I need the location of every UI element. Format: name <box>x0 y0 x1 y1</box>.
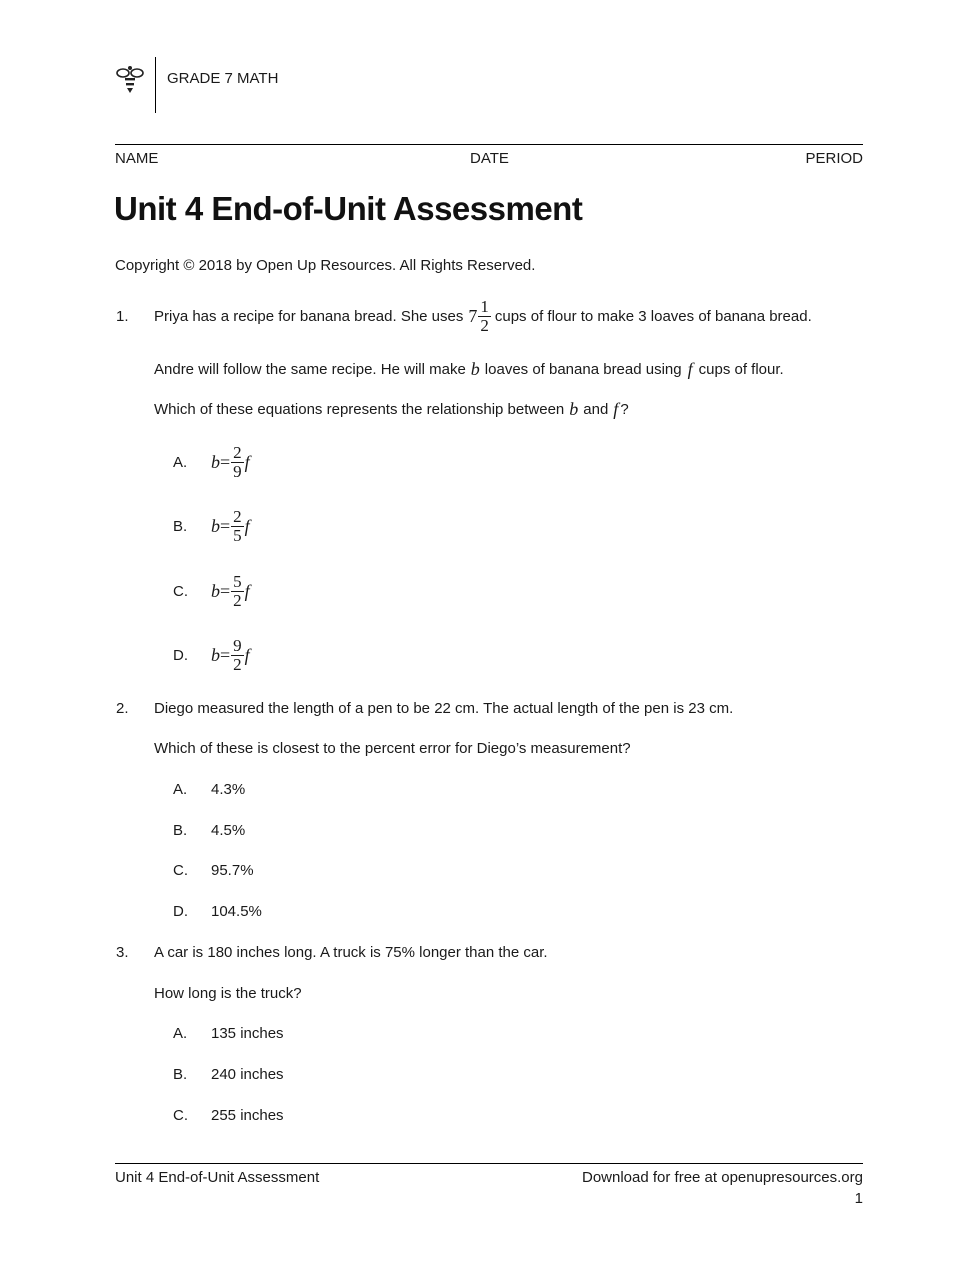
option-b-text[interactable]: 240 inches <box>211 1066 284 1083</box>
question-number: 2. <box>116 700 129 717</box>
eq-lhs: b <box>211 644 220 665</box>
variable-f: f <box>613 398 619 419</box>
fraction-numerator: 1 <box>480 296 489 316</box>
footer-title: Unit 4 End-of-Unit Assessment <box>115 1169 320 1186</box>
option-label: B. <box>173 822 188 839</box>
question-3-prompt: How long is the truck? <box>154 985 302 1002</box>
q1-line2-a: Andre will follow the same recipe. He will make <box>154 360 466 378</box>
question-number: 3. <box>116 944 129 961</box>
option-label: A. <box>173 781 188 798</box>
fraction-denominator: 2 <box>233 654 242 674</box>
question-1-line-2 <box>154 358 784 380</box>
fraction-denominator: 2 <box>233 590 242 610</box>
q1-text-after: cups of flour to make 3 loaves of banana bread. <box>494 307 812 325</box>
option-a-equation[interactable] <box>211 440 250 484</box>
option-label: A. <box>173 454 188 471</box>
option-label: A. <box>173 1025 188 1042</box>
option-c-text[interactable]: 95.7% <box>211 862 254 879</box>
fraction-numerator: 9 <box>233 635 242 655</box>
variable-b: b <box>470 358 480 379</box>
course-label: GRADE 7 MATH <box>167 70 279 87</box>
option-label: D. <box>173 903 188 920</box>
footer-download-text: Download for free at openupresources.org <box>581 1169 863 1186</box>
eq-sign: = <box>220 515 231 536</box>
fraction-denominator: 9 <box>233 461 242 481</box>
question-1-text <box>154 294 812 338</box>
date-label: DATE <box>470 150 509 167</box>
question-1-prompt <box>154 398 629 420</box>
fraction-numerator: 2 <box>233 442 242 462</box>
eq-sign: = <box>220 451 231 472</box>
name-label: NAME <box>115 150 159 167</box>
eq-sign: = <box>220 580 231 601</box>
q1-line2-c: cups of flour. <box>698 360 784 378</box>
header-divider <box>155 57 156 113</box>
eq-lhs: b <box>211 451 220 472</box>
option-c-equation[interactable] <box>211 569 250 613</box>
option-a-text[interactable]: 135 inches <box>211 1025 284 1042</box>
variable-f: f <box>687 358 693 379</box>
mixed-fraction <box>478 298 491 335</box>
option-a-text[interactable]: 4.3% <box>211 781 246 798</box>
variable-b: b <box>569 398 579 419</box>
option-b-equation[interactable] <box>211 504 250 548</box>
eq-rhs: f <box>244 515 250 536</box>
period-label: PERIOD <box>805 150 863 167</box>
eq-lhs: b <box>211 580 220 601</box>
bee-logo-icon <box>114 64 146 96</box>
question-2-prompt: Which of these is closest to the percent error for Diego’s measurement? <box>154 740 631 757</box>
q1-text-before: Priya has a recipe for banana bread. She uses <box>154 307 464 325</box>
page-title: Unit 4 End-of-Unit Assessment <box>114 190 583 227</box>
page-number: 1 <box>854 1190 863 1207</box>
fraction-denominator: 5 <box>233 525 242 545</box>
question-number: 1. <box>116 308 129 325</box>
mixed-whole: 7 <box>468 305 478 326</box>
eq-rhs: f <box>244 451 250 472</box>
option-b-text[interactable]: 4.5% <box>211 822 246 839</box>
question-3-text: A car is 180 inches long. A truck is 75% longer than the car. <box>154 944 548 961</box>
question-2-text: Diego measured the length of a pen to be 22 cm. The actual length of the pen is 23 cm. <box>154 700 734 717</box>
q1-prompt-text: Which of these equations represents the relationship between <box>154 400 565 418</box>
fraction-numerator: 2 <box>233 506 242 526</box>
fraction-denominator: 2 <box>480 315 489 335</box>
option-d-equation[interactable] <box>211 633 250 677</box>
eq-rhs: f <box>244 644 250 665</box>
footer-rule <box>115 1163 863 1164</box>
option-c-text[interactable]: 255 inches <box>211 1107 284 1124</box>
q1-line2-b: loaves of banana bread using <box>484 360 682 378</box>
option-label: D. <box>173 647 188 664</box>
fraction-numerator: 5 <box>233 571 242 591</box>
eq-sign: = <box>220 644 231 665</box>
option-label: B. <box>173 518 188 535</box>
option-label: B. <box>173 1066 188 1083</box>
q1-prompt-and: and <box>583 400 609 418</box>
option-d-text[interactable]: 104.5% <box>211 903 262 920</box>
option-label: C. <box>173 583 188 600</box>
header-rule <box>115 144 863 145</box>
eq-lhs: b <box>211 515 220 536</box>
q1-prompt-end: ? <box>620 400 629 418</box>
option-label: C. <box>173 862 188 879</box>
eq-rhs: f <box>244 580 250 601</box>
copyright-text: Copyright © 2018 by Open Up Resources. All Rights Reserved. <box>115 257 536 274</box>
option-label: C. <box>173 1107 188 1124</box>
